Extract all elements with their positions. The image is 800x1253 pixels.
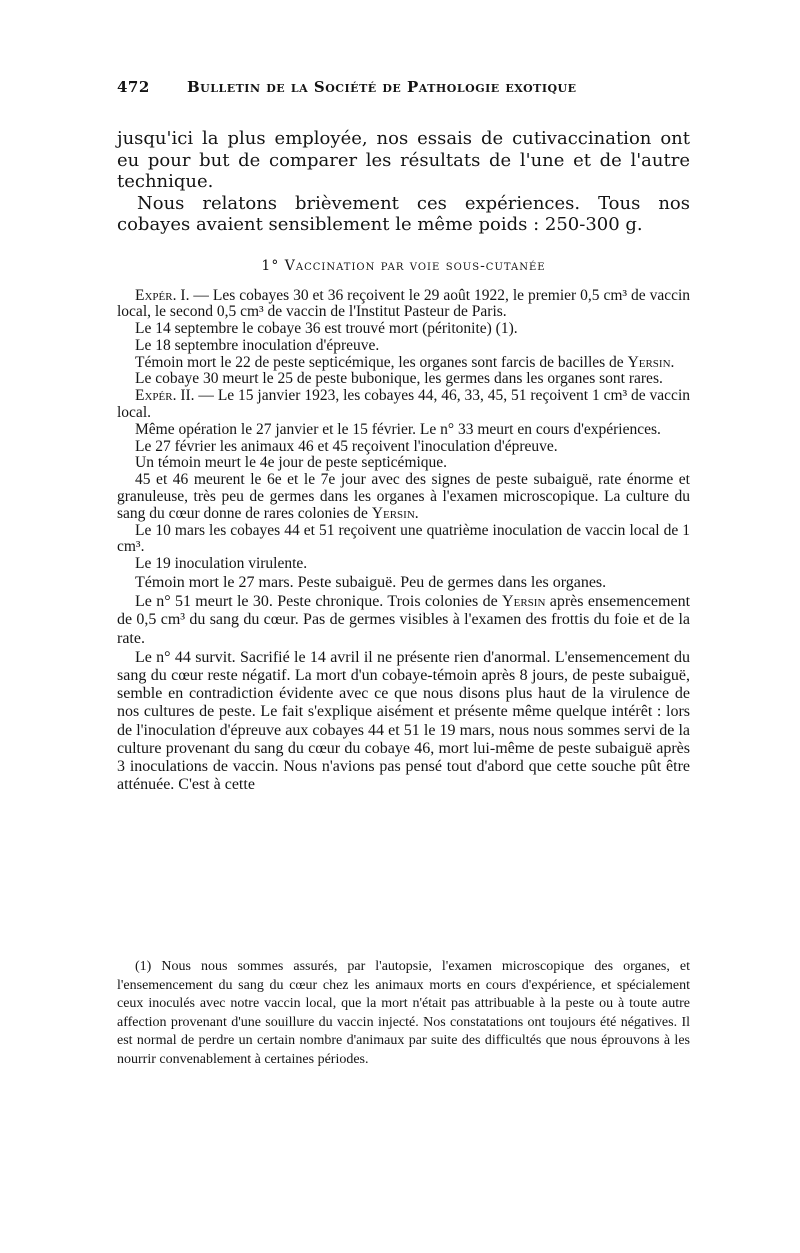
exp2-paragraph <box>117 388 690 422</box>
exp2-paragraph: Le 10 mars les cobayes 44 et 51 reçoivent une quatrième inoculation de vaccin local de 1 cm³. <box>117 521 690 556</box>
exp2-text: Le 15 janvier 1923, les cobayes 44, 46, 33, 45, 51 reçoivent 1 cm³ de vaccin local. <box>117 387 690 422</box>
exp1-paragraph <box>117 288 690 322</box>
section-heading: 1° Vaccination par voie sous-cutanée <box>261 257 546 274</box>
exp2-paragraph: Un témoin meurt le 4e jour de peste septicémique. <box>135 454 448 472</box>
page <box>117 78 690 794</box>
exp1-text: Les cobayes 30 et 36 reçoivent le 29 août 1922, le premier 0,5 cm³ de vaccin local, le second 0,5 cm³ de vaccin de l'Institut Pasteur de Paris. <box>117 286 691 321</box>
running-head <box>117 78 690 106</box>
intro-paragraph: jusqu'ici la plus employée, nos essais de cutivaccination ont eu pour but de comparer les résultats de l'une et de l'autre technique. <box>117 128 690 192</box>
exp2-paragraph: Le 27 février les animaux 46 et 45 reçoivent l'inoculation d'épreuve. <box>135 437 558 455</box>
exp2-paragraph: Témoin mort le 27 mars. Peste subaiguë. Peu de germes dans les organes. <box>135 574 607 592</box>
journal-title: Bulletin de la Société de Pathologie exotique <box>187 78 577 96</box>
exp1-text: . <box>670 353 675 371</box>
exp1-paragraph: Le 14 septembre le cobaye 36 est trouvé mort (péritonite) (1). <box>135 320 518 338</box>
exp1-label: Expér. I. — <box>135 286 209 304</box>
experiments-body <box>117 288 690 795</box>
exp1-paragraph: Le 18 septembre inoculation d'épreuve. <box>135 336 380 354</box>
yersin-name: Yersin <box>502 593 546 611</box>
intro-paragraph: Nous relatons brièvement ces expériences. Tous nos cobayes avaient sensiblement le même poids : 250-300 g. <box>117 192 690 235</box>
exp2-paragraph: Même opération le 27 janvier et le 15 février. Le n° 33 meurt en cours d'expériences. <box>135 420 661 438</box>
exp2-paragraph <box>117 472 690 522</box>
yersin-name: Yersin <box>371 504 415 522</box>
yersin-name: Yersin <box>627 353 671 371</box>
exp2-paragraph: Le n° 44 survit. Sacrifié le 14 avril il ne présente rien d'anormal. L'ensemencement du sang du cœur reste négatif. La mort d'un cobaye-témoin après 8 jours, de peste subaiguë, semble en contradiction évidente avec ce que nous disons plus haut de la virulence de nos cultures de peste. Le fait s'explique aisément et présente même quelque intérêt : lors de l'inoculation d'épreuve aux cobayes 44 et 51 le 19 mars, nous nous sommes servi de la culture provenant du sang du cœur du cobaye 46, mort lui-même de peste subaiguë après 3 inoculations de vaccin. Nous n'avions pas pensé tout d'abord que cette souche pût être atténuée. C'est à cette <box>117 648 690 794</box>
footnote-text: (1) Nous nous sommes assurés, par l'autopsie, l'examen microscopique des organes, et l'ensemencement du sang du cœur chez les animaux morts en cours d'expérience, et spécialement ceux inoculés avec notre vaccin local, que la mort n'était pas attribuable à la peste ou à toute autre affection provenant d'une souillure du vaccin injecté. Nos constatations ont toujours été négatives. Il est normal de perdre un certain nombre d'animaux par suite des difficultés que nous éprouvons à les nourrir convenablement à certaines périodes. <box>117 959 690 1067</box>
exp2-label: Expér. II. — <box>135 387 214 405</box>
exp2-text: Le n° 51 meurt le 30. Peste chronique. Trois colonies de <box>135 593 498 611</box>
exp1-paragraph: Le cobaye 30 meurt le 25 de peste bubonique, les germes dans les organes sont rares. <box>135 370 663 388</box>
exp2-paragraph <box>117 593 690 648</box>
exp2-text: . <box>414 504 419 522</box>
footnote <box>117 958 690 1069</box>
exp1-paragraph <box>117 355 690 372</box>
exp1-text: Témoin mort le 22 de peste septicémique, les organes sont farcis de bacilles de <box>135 353 624 371</box>
exp2-paragraph: Le 19 inoculation virulente. <box>135 555 308 573</box>
page-number: 472 <box>117 78 150 96</box>
intro-text <box>117 128 690 236</box>
exp2-text: après ensemencement de 0,5 cm³ du sang du cœur. Pas de germes visibles à l'examen des frottis du foie et de la rate. <box>117 593 691 647</box>
exp2-text: 45 et 46 meurent le 6e et le 7e jour avec des signes de peste subaiguë, rate énorme et granuleuse, très peu de germes dans les organes à l'examen microscopique. La culture du sang du cœur donne de rares colonies de <box>117 471 690 522</box>
